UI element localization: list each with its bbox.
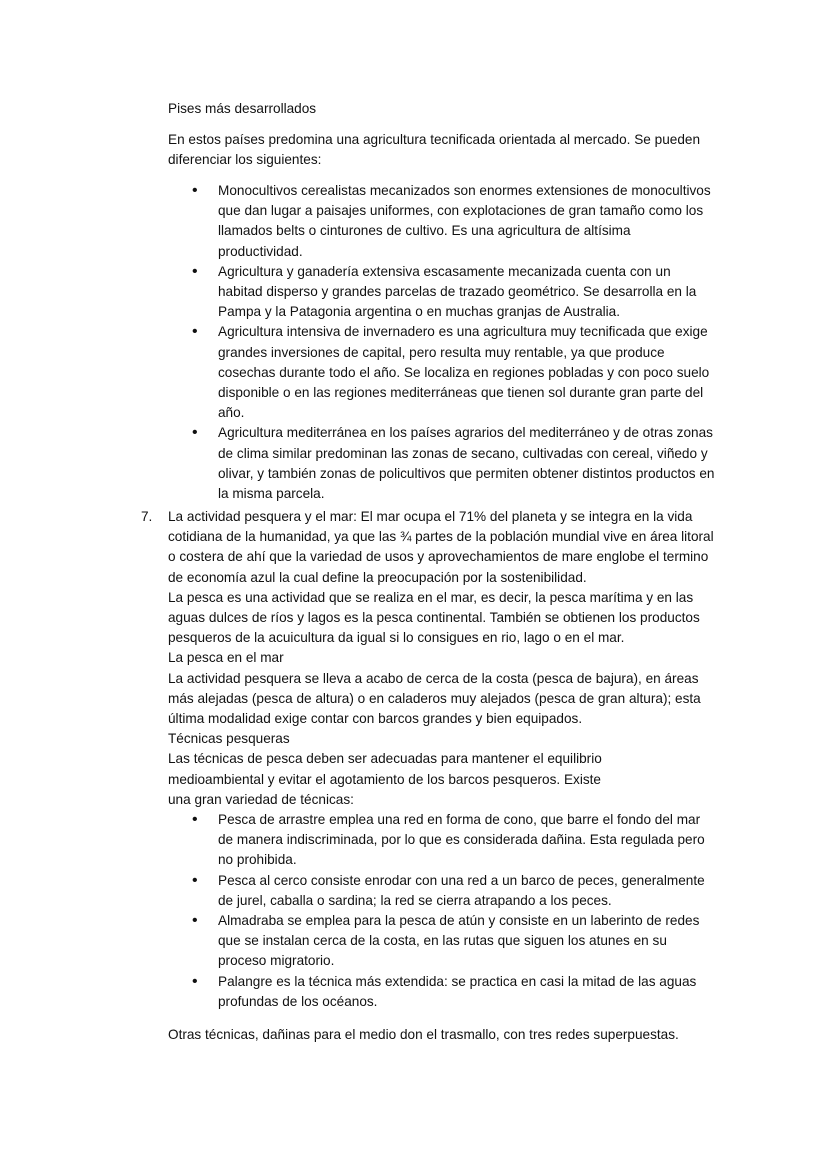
list-item: • Palangre es la técnica más extendida: se practica en casi la mitad de las aguas profundas de los océanos. bbox=[218, 972, 718, 1012]
subheading-techniques: Técnicas pesqueras bbox=[168, 731, 290, 747]
list-item: • Monocultivos cerealistas mecanizados son enormes extensiones de monocultivos que dan lugar a paisajes uniformes, con explotaciones de gran tamaño como los llamados belts o cinturones de cultivo. Es una agricultura de altísima productividad. bbox=[218, 181, 718, 262]
fishing-types-paragraph: La pesca es una actividad que se realiza en el mar, es decir, la pesca marítima y en las aguas dulces de ríos y lagos es la pesca continental. También se obtienen los productos pesqueros de la acuicultura da igual si lo consigues en rio, lago o en el mar. bbox=[168, 589, 700, 646]
subheading-sea-fishing: La pesca en el mar bbox=[168, 650, 284, 666]
techniques-list bbox=[218, 810, 718, 1012]
techniques-paragraph: Las técnicas de pesca deben ser adecuadas para mantener el equilibrio medioambiental y evitar el agotamiento de los barcos pesqueros. Existe una gran variedad de técnicas: bbox=[168, 751, 602, 807]
section-7-intro: La actividad pesquera y el mar: El mar ocupa el 71% del planeta y se integra en la vida cotidiana de la humanidad, ya que las ¾ partes de la población mundial vive en área litoral o costera de ahí que la variedad de usos y aprovechamientos de mare englobe el termino de economía azul la cual define la preocupación por la sostenibilidad. bbox=[168, 509, 714, 585]
list-item: • Agricultura intensiva de invernadero es una agricultura muy tecnificada que exige grandes inversiones de capital, pero resulta muy rentable, ya que produce cosechas durante todo el año. Se localiza en regiones pobladas y con poco suelo disponible o en las regiones mediterráneas que tienen sol durante gran parte del año. bbox=[218, 322, 718, 423]
list-number: 7. bbox=[141, 509, 153, 524]
intro-paragraph: En estos países predomina una agricultura tecnificada orientada al mercado. Se pueden diferenciar los siguientes: bbox=[168, 132, 701, 168]
list-item: • Agricultura mediterránea en los países agrarios del mediterráneo y de otras zonas de clima similar predominan las zonas de secano, cultivadas con cereal, viñedo y olivar, y también zonas de policultivos que permiten obtener distintos productos en la misma parcela. bbox=[218, 423, 718, 504]
list-item: • Agricultura y ganadería extensiva escasamente mecanizada cuenta con un habitad disperso y grandes parcelas de trazado geométrico. Se desarrolla en la Pampa y la Patagonia argentina o en muchas granjas de Australia. bbox=[218, 262, 718, 323]
closing-paragraph: Otras técnicas, dañinas para el medio don el trasmallo, con tres redes superpuestas. bbox=[168, 1027, 679, 1042]
section-7 bbox=[168, 507, 724, 810]
agriculture-list bbox=[218, 181, 718, 504]
section-heading: Pises más desarrollados bbox=[168, 101, 317, 116]
list-item: • Almadraba se emplea para la pesca de atún y consiste en un laberinto de redes que se instalan cerca de la costa, en las rutas que siguen los atunes en su proceso migratorio. bbox=[218, 911, 718, 972]
sea-fishing-paragraph: La actividad pesquera se lleva a acabo de cerca de la costa (pesca de bajura), en áreas más alejadas (pesca de altura) o en caladeros muy alejados (pesca de gran altura); esta última modalidad exige contar con barcos grandes y bien equipados. bbox=[168, 670, 701, 727]
list-item: • Pesca de arrastre emplea una red en forma de cono, que barre el fondo del mar de manera indiscriminada, por lo que es considerada dañina. Esta regulada pero no prohibida. bbox=[218, 810, 718, 871]
list-item: • Pesca al cerco consiste enrodar con una red a un barco de peces, generalmente de jurel, caballa o sardina; la red se cierra atrapando a los peces. bbox=[218, 871, 718, 911]
